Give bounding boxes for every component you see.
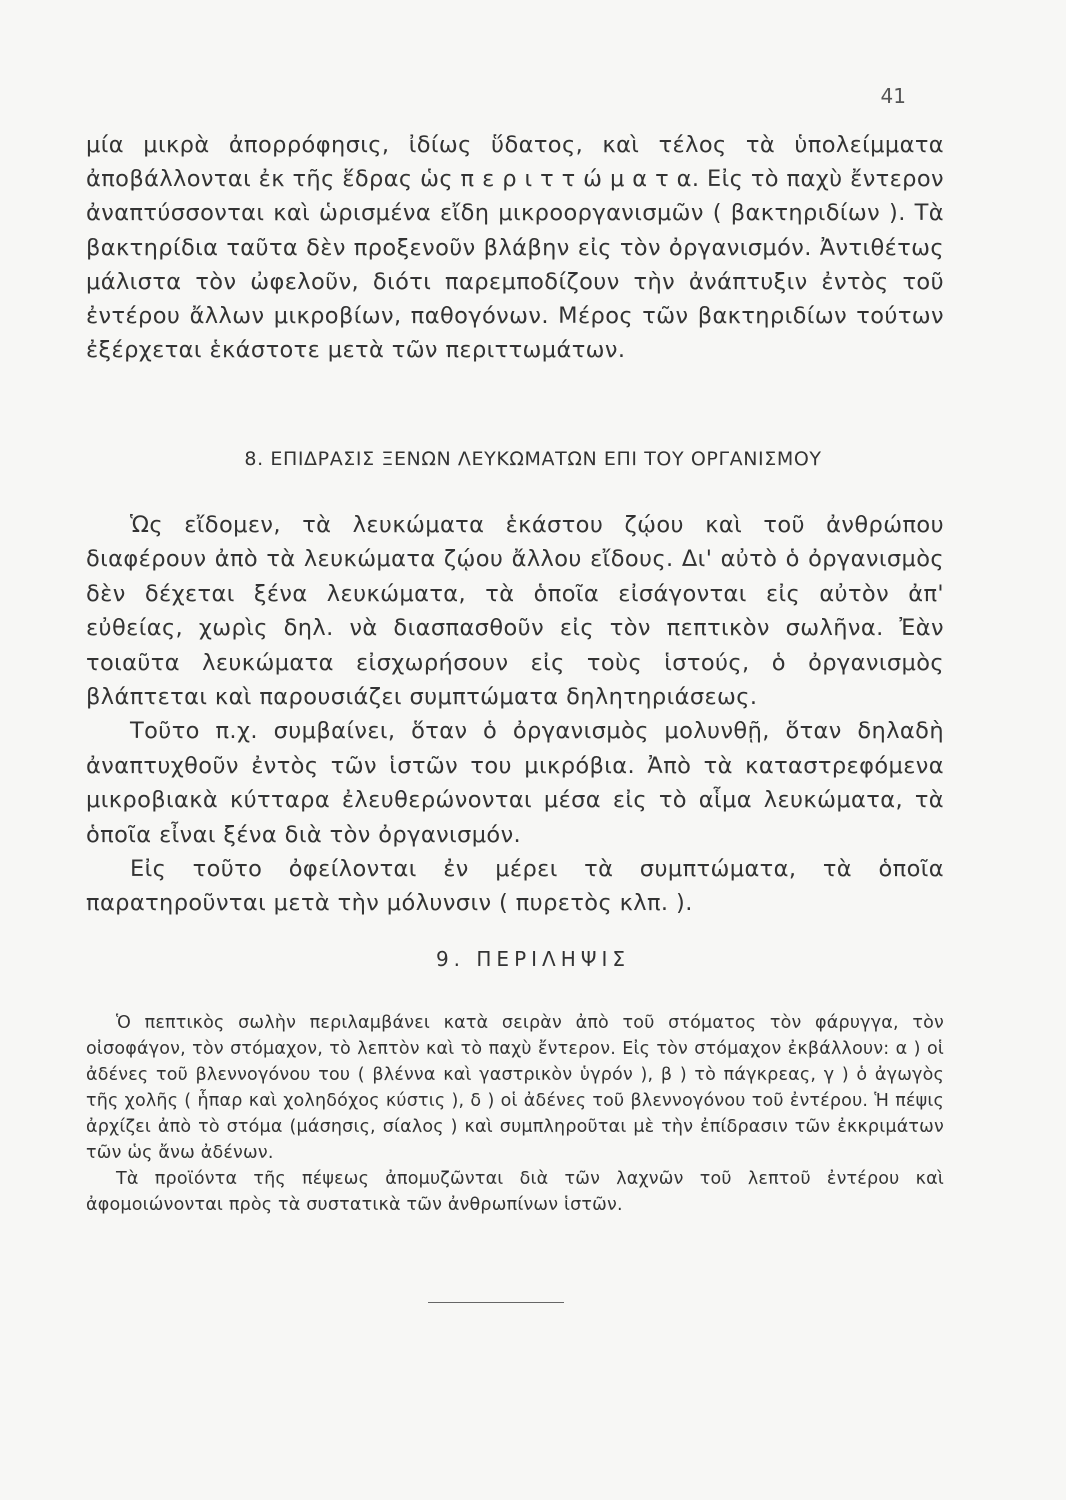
section-8-heading: 8. ΕΠΙΔΡΑΣΙΣ ΞΕΝΩΝ ΛΕΥΚΩΜΑΤΩΝ ΕΠΙ ΤΟΥ ΟΡΓΑΝΙΣΜΟΥ <box>244 448 822 470</box>
section-7-continuation <box>86 128 944 367</box>
section-9-heading: 9. ΠΕΡΙΛΗΨΙΣ <box>435 947 631 971</box>
section-8-body <box>86 508 944 921</box>
paragraph: μία μικρὰ ἀπορρόφησις, ἰδίως ὕδατος, καὶ τέλος τὰ ὑπολείμματα ἀποβάλλονται ἐκ τῆς ἕδρας ὡς π ε ρ ι τ τ ώ μ α τ α. Εἰς τὸ παχὺ ἔντερον ἀναπτύσσονται καὶ ὡρισμένα εἴδη μικροοργανισμῶν ( βακτηριδίων ). Τὰ βακτηρίδια ταῦτα δὲν προξενοῦν βλάβην εἰς τὸν ὀργανισμόν. Ἀντιθέτως μάλιστα τὸν ὠφελοῦν, διότι παρεμποδίζουν τὴν ἀνάπτυξιν ἐντὸς τοῦ ἐντέρου ἄλλων μικροβίων, παθογόνων. Μέρος τῶν βακτηριδίων τούτων ἐξέρχεται ἑκάστοτε μετὰ τῶν περιττωμάτων. <box>86 132 944 364</box>
paragraph: Ὁ πεπτικὸς σωλὴν περιλαμβάνει κατὰ σειρὰν ἀπὸ τοῦ στόματος τὸν φάρυγγα, τὸν οἰσοφάγον, τὸν στόμαχον, τὸ λεπτὸν καὶ τὸ παχὺ ἔντερον. Εἰς τὸν στόμαχον ἐκβάλλουν: α ) οἱ ἀδένες τοῦ βλεννογόνου του ( βλέννα καὶ γαστρικὸν ὑγρόν ), β ) τὸ πάγκρεας, γ ) ὁ ἀγωγὸς τῆς χολῆς ( ἧπαρ καὶ χοληδόχος κύστις ), δ ) οἱ ἀδένες τοῦ βλεννογόνου τοῦ ἐντέρου. Ἡ πέψις ἀρχίζει ἀπὸ τὸ στόμα (μάσησις, σίαλος ) καὶ συμπληροῦται μὲ τὴν ἐπίδρασιν τῶν ἐκκριμάτων τῶν ὡς ἄνω ἀδένων. <box>86 1013 944 1163</box>
paragraph: Τὰ προϊόντα τῆς πέψεως ἀπομυζῶνται διὰ τῶν λαχνῶν τοῦ λεπτοῦ ἐντέρου καὶ ἀφομοιώνονται πρὸς τὰ συστατικὰ τῶν ἀνθρωπίνων ἱστῶν. <box>86 1169 944 1215</box>
end-rule <box>428 1302 564 1303</box>
paragraph: Εἰς τοῦτο ὀφείλονται ἐν μέρει τὰ συμπτώματα, τὰ ὁποῖα παρατηροῦνται μετὰ τὴν μόλυνσιν ( πυρετὸς κλπ. ). <box>86 856 944 917</box>
page-number: 41 <box>880 84 906 108</box>
paragraph: Τοῦτο π.χ. συμβαίνει, ὅταν ὁ ὀργανισμὸς μολυνθῇ, ὅταν δηλαδὴ ἀναπτυχθοῦν ἐντὸς τῶν ἱστῶν του μικρόβια. Ἀπὸ τὰ καταστρεφόμενα μικροβιακὰ κύτταρα ἐλευθερώνονται μέσα εἰς τὸ αἷμα λευκώματα, τὰ ὁποῖα εἶναι ξένα διὰ τὸν ὀργανισμόν. <box>86 718 944 848</box>
paragraph: Ὡς εἴδομεν, τὰ λευκώματα ἑκάστου ζῴου καὶ τοῦ ἀνθρώπου διαφέρουν ἀπὸ τὰ λευκώματα ζῴου ἄλλου εἴδους. Δι' αὐτὸ ὁ ὀργανισμὸς δὲν δέχεται ξένα λευκώματα, τὰ ὁποῖα εἰσάγονται εἰς αὐτὸν ἀπ' εὐθείας, χωρὶς δηλ. νὰ διασπασθοῦν εἰς τὸν πεπτικὸν σωλῆνα. Ἐὰν τοιαῦτα λευκώματα εἰσχωρήσουν εἰς τοὺς ἱστούς, ὁ ὀργανισμὸς βλάπτεται καὶ παρουσιάζει συμπτώματα δηλητηριάσεως. <box>86 512 944 711</box>
section-9-summary <box>86 1010 944 1218</box>
